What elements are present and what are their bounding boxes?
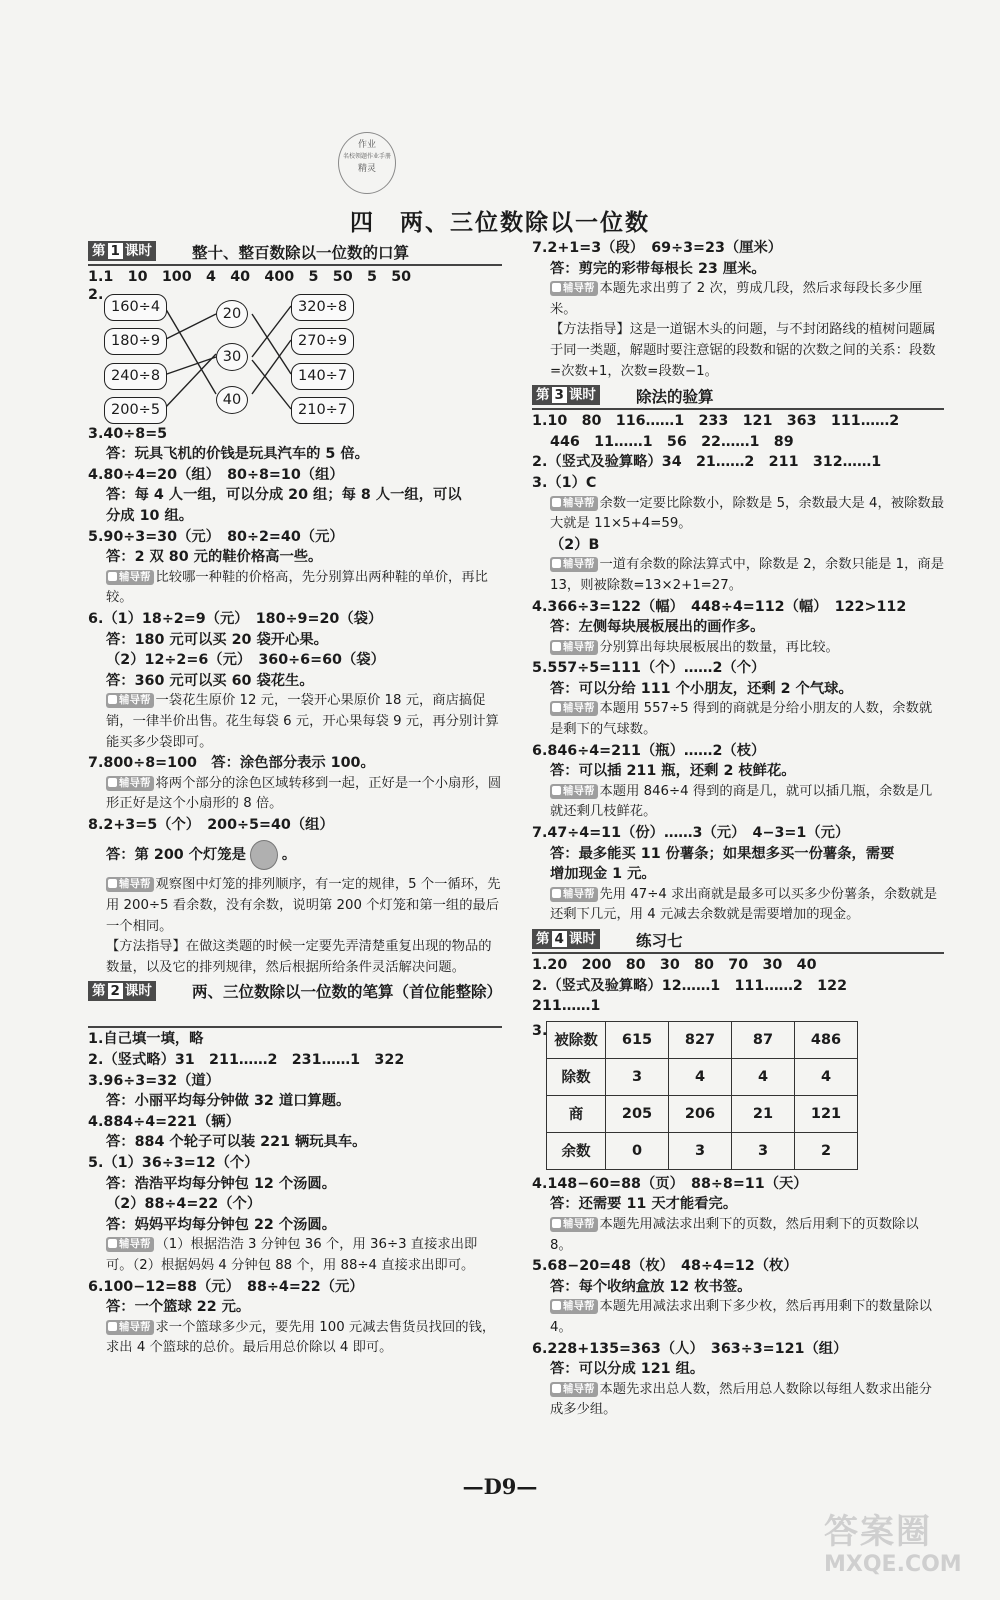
answer-line: 答：小丽平均每分钟做 32 道口算题。 (106, 1093, 351, 1110)
match-right-3: 140÷7 (291, 363, 354, 390)
page-number: —D9— (462, 1474, 538, 1499)
answer-line: 5.90÷3=30（元） 80÷2=40（元） (88, 528, 344, 545)
lesson4-title: 练习七 (636, 931, 683, 950)
table-cell: 206 (669, 1095, 732, 1132)
table-cell: 121 (795, 1095, 858, 1132)
answer-line: 答：左侧每块展板展出的画作多。 (550, 619, 765, 636)
lesson1-tag: 第 1 课时 (88, 241, 156, 261)
lesson2-header (88, 980, 502, 1028)
answer-line: 3. (532, 1022, 548, 1039)
answer-line: 7.800÷8=100 答：涂色部分表示 100。 (88, 755, 375, 772)
tutor-note: 辅导帮 分别算出每块展板展出的数量，再比较。 (532, 638, 944, 659)
tutor-note: 辅导帮 本题用 557÷5 得到的商就是分给小朋友的人数，余数就是剩下的气球数。 (550, 701, 933, 738)
answer-line: 3.96÷3=32（道） (88, 1072, 220, 1089)
answer-line: 4.148−60=88（页） 88÷8=11（天） (532, 1175, 808, 1192)
tutor-note: 辅导帮 将两个部分的涂色区域转移到一起，正好是一个小扇形，圆形正好是这个小扇形的 8 倍。 (106, 775, 502, 812)
table-cell: 486 (795, 1021, 858, 1058)
answer-line: 答：一个篮球 22 元。 (106, 1299, 251, 1316)
answer-line: 1.自己填一填，略 (88, 1031, 204, 1048)
answer-line: 答：360 元可以买 60 袋花生。 (106, 672, 314, 689)
answer-line: 5.68−20=48（枚） 48÷4=12（枚） (532, 1258, 798, 1275)
match-center-2: 30 (216, 343, 248, 371)
lantern-icon (250, 840, 278, 870)
answer-line: 答：剪完的彩带每根长 23 厘米。 (550, 260, 766, 277)
table-cell: 615 (606, 1021, 669, 1058)
matching-diagram (88, 294, 502, 422)
answer-line: 1.1 10 100 4 40 400 5 50 5 50 (88, 269, 412, 285)
tutor-badge: 辅导帮 (550, 1382, 598, 1397)
table-cell: 205 (606, 1095, 669, 1132)
answer-line: 4.366÷3=122（幅） 448÷4=112（幅） 122>112 (532, 598, 907, 615)
watermark-title: 答案圈 (824, 1512, 932, 1552)
tutor-badge: 辅导帮 (550, 1217, 598, 1232)
match-right-2: 270÷9 (291, 328, 354, 355)
watermark-url: MXQE.COM (824, 1552, 962, 1577)
tutor-badge: 辅导帮 (550, 701, 598, 716)
answer-line: 6.846÷4=211（瓶）……2（枝） (532, 742, 766, 759)
table-row (547, 1095, 858, 1132)
answer-line: 答：180 元可以买 20 袋开心果。 (106, 631, 328, 648)
table-cell: 87 (732, 1021, 795, 1058)
table-row (547, 1058, 858, 1095)
table-cell: 3 (732, 1132, 795, 1169)
answer-line: 1.20 200 80 30 80 70 30 40 (532, 957, 817, 973)
stamp-line1: 作业 (357, 140, 376, 150)
answer-line: 答：可以分成 121 组。 (550, 1361, 705, 1378)
match-left-2: 180÷9 (104, 328, 167, 355)
match-right-1: 320÷8 (291, 294, 354, 321)
left-column (88, 238, 502, 1359)
tutor-note: 辅导帮 比较哪一种鞋的价格高，先分别算出两种鞋的单价，再比较。 (106, 569, 488, 606)
tutor-note: 辅导帮 先用 47÷4 求出商就是最多可以买多少份薯条，余数就是还剩下几元，用 4 元减去余数就是需要增加的现金。 (550, 886, 938, 923)
match-center-3: 40 (216, 386, 248, 414)
lesson3-num: 3 (552, 387, 567, 403)
answer-line: 答：每个收纳盒放 12 枚书签。 (550, 1278, 752, 1295)
answer-line: 6.（1）18÷2=9（元） 180÷9=20（袋） (88, 610, 383, 627)
answer-line: （2）B (550, 536, 600, 553)
table-cell: 4 (669, 1058, 732, 1095)
tutor-badge: 辅导帮 (106, 776, 154, 791)
table-cell: 4 (795, 1058, 858, 1095)
lesson1-header (88, 240, 502, 266)
answer-line: 5.（1）36÷3=12（个） (88, 1155, 259, 1171)
stamp-line2: 名校领题作业手册 (342, 153, 391, 160)
tutor-note: 辅导帮 余数一定要比除数小，除数是 5，余数最大是 4，被除数最大就是 11×5+4=59。 (550, 495, 944, 532)
tutor-note: 辅导帮 本题先求出剪了 2 次，剪成几段，然后求每段长多少厘米。 (550, 281, 923, 317)
tutor-note: 辅导帮 （1）根据浩浩 3 分钟包 36 个，用 36÷3 直接求出即可。（2）根据妈妈 4 分钟包 88 个，用 88÷4 直接求出即可。 (106, 1237, 478, 1273)
match-center-1: 20 (216, 300, 248, 328)
answer-line: 5.557÷5=111（个）……2（个） (532, 660, 766, 677)
lesson2-num: 2 (108, 983, 123, 999)
answer-line: 211……1 (532, 998, 601, 1015)
match-right-4: 210÷7 (291, 397, 354, 424)
answer-line: 2.（竖式略）31 211……2 231……1 322 (88, 1052, 405, 1069)
table-cell: 3 (669, 1132, 732, 1169)
stamp-logo (338, 132, 396, 194)
tutor-note: 辅导帮 一道有余数的除法算式中，除数是 2，余数只能是 1，商是 13，则被除数=13×2+1=27。 (550, 557, 944, 593)
answer-line: 4.884÷4=221（辆） (88, 1113, 240, 1130)
lesson3-title: 除法的验算 (636, 387, 714, 407)
stamp-line3: 精灵 (357, 164, 376, 174)
watermark-logo (824, 1512, 984, 1592)
answer-line: 2. (88, 286, 104, 303)
answer-line: 答：884 个轮子可以装 221 辆玩具车。 (106, 1134, 367, 1151)
lesson2-tag: 第 2 课时 (88, 981, 156, 1001)
match-left-4: 200÷5 (104, 397, 167, 424)
tutor-note: 辅导帮 本题先求出总人数，然后用总人数除以每组人数求出能分成多少组。 (550, 1381, 932, 1418)
answer-line: 6.228+135=363（人） 363÷3=121（组） (532, 1340, 848, 1357)
match-left-3: 240÷8 (104, 363, 167, 390)
answer-line: 3.40÷8=5 (88, 425, 168, 442)
tutor-badge: 辅导帮 (550, 496, 598, 511)
method-note: 【方法指导】这是一道锯木头的问题，与不封闭路线的植树问题属于同一类题，解题时要注意锯的段数和锯的次数之间的关系：段数=次数+1，次数=段数−1。 (550, 322, 936, 379)
answer-line: 4.80÷4=20（组） 80÷8=10（组） (88, 466, 344, 483)
table-cell: 21 (732, 1095, 795, 1132)
answer-line: 答：妈妈平均每分钟包 22 个汤圆。 (106, 1216, 337, 1233)
tutor-badge: 辅导帮 (550, 887, 598, 902)
answer-line: 增加现金 1 元。 (550, 866, 656, 883)
answer-line: 446 11……1 56 22……1 89 (550, 433, 794, 450)
answer-line: 2.（竖式及验算略）12……1 111……2 122 (532, 977, 848, 994)
table-cell: 3 (606, 1058, 669, 1095)
answer-line: 答：玩具飞机的价钱是玩具汽车的 5 倍。 (106, 446, 369, 463)
answer-line: 答：可以插 211 瓶，还剩 2 枝鲜花。 (550, 763, 796, 780)
tutor-note: 辅导帮 本题先用减法求出剩下的页数，然后用剩下的页数除以 8。 (550, 1216, 919, 1253)
tutor-badge: 辅导帮 (550, 640, 598, 655)
answer-line: 7.2+1=3（段） 69÷3=23（厘米） (532, 240, 783, 256)
answer-line: 6.100−12=88（元） 88÷4=22（元） (88, 1278, 364, 1295)
answer-line: 答：第 200 个灯笼是 。 (88, 835, 502, 875)
table-cell: 余数 (547, 1132, 606, 1169)
answer-line: 1.10 80 116……1 233 121 363 111……2 (532, 413, 900, 430)
answer-line: 分成 10 组。 (106, 507, 194, 524)
answer-line: 答：2 双 80 元的鞋价格高一些。 (106, 549, 323, 566)
lesson4-header (532, 928, 944, 954)
answer-line: 答：还需要 11 天才能看完。 (550, 1196, 738, 1213)
tutor-badge: 辅导帮 (106, 693, 154, 708)
table-cell: 2 (795, 1132, 858, 1169)
table-cell: 4 (732, 1058, 795, 1095)
tutor-note: 辅导帮 观察图中灯笼的排列顺序，有一定的规律，5 个一循环，先用 200÷5 看余数，没有余数，说明第 200 个灯笼和第一组的最后一个相同。 (106, 877, 501, 934)
table-row (547, 1132, 858, 1169)
tutor-badge: 辅导帮 (106, 877, 154, 892)
answer-line: 答：浩浩平均每分钟包 12 个汤圆。 (106, 1175, 337, 1192)
lesson2-title: 两、三位数除以一位数的笔算（首位能整除） (192, 982, 503, 1002)
tutor-badge: 辅导帮 (550, 557, 598, 572)
answer-line: 7.47÷4=11（份）……3（元） 4−3=1（元） (532, 825, 850, 842)
answer-line: （2）12÷2=6（元） 360÷6=60（袋） (106, 652, 385, 669)
method-note: 【方法指导】在做这类题的时候一定要先弄清楚重复出现的物品的数量，以及它的排列规律，然后根据所给条件灵活解决问题。 (106, 939, 492, 975)
tutor-note: 辅导帮 本题用 846÷4 得到的商是几，就可以插几瓶，余数是几就还剩几枝鲜花。 (550, 783, 933, 820)
table-cell: 商 (547, 1095, 606, 1132)
tutor-badge: 辅导帮 (106, 1320, 154, 1335)
lesson3-tag: 第 3 课时 (532, 385, 600, 405)
table-cell: 827 (669, 1021, 732, 1058)
lesson4-num: 4 (552, 931, 567, 947)
answer-line: 8.2+3=5（个） 200÷5=40（组） (88, 816, 334, 833)
lesson1-num: 1 (108, 243, 123, 259)
answer-line: （2）88÷4=22（个） (106, 1196, 262, 1213)
answer-line: 2.（竖式及验算略）34 21……2 211 312……1 (532, 454, 882, 471)
right-column (532, 238, 944, 1421)
table-cell: 除数 (547, 1058, 606, 1095)
table-row (547, 1021, 858, 1058)
answer-line: 答：每 4 人一组，可以分成 20 组；每 8 人一组，可以 (106, 487, 462, 504)
lesson1-title: 整十、整百数除以一位数的口算 (192, 243, 410, 262)
table-cell: 0 (606, 1132, 669, 1169)
tutor-badge: 辅导帮 (550, 784, 598, 799)
answer-line: 3.（1）C (532, 474, 597, 491)
table-cell: 被除数 (547, 1021, 606, 1058)
tutor-note: 辅导帮 本题先用减法求出剩下多少枚，然后再用剩下的数量除以 4。 (550, 1299, 932, 1335)
tutor-note: 辅导帮 求一个篮球多少元，要先用 100 元减去售货员找回的钱，求出 4 个篮球的总价。最后用总价除以 4 即可。 (106, 1319, 496, 1356)
question3-block (532, 1021, 944, 1170)
tutor-badge: 辅导帮 (106, 1237, 154, 1252)
match-left-1: 160÷4 (104, 294, 167, 321)
division-table (546, 1021, 858, 1170)
tutor-note: 辅导帮 一袋花生原价 12 元，一袋开心果原价 18 元，商店搞促销，一律半价出售。花生每袋 6 元，开心果每袋 9 元，再分别计算能买多少袋即可。 (106, 693, 499, 750)
answer-line: 答：最多能买 11 份薯条；如果想多买一份薯条，需要 (550, 845, 895, 862)
tutor-badge: 辅导帮 (550, 281, 598, 296)
answer-line: 答：可以分给 111 个小朋友，还剩 2 个气球。 (550, 680, 853, 697)
lesson3-header (532, 384, 944, 410)
tutor-badge: 辅导帮 (106, 570, 154, 585)
tutor-badge: 辅导帮 (550, 1299, 598, 1314)
lesson4-tag: 第 4 课时 (532, 929, 600, 949)
chapter-title: 四 两、三位数除以一位数 (350, 209, 650, 236)
